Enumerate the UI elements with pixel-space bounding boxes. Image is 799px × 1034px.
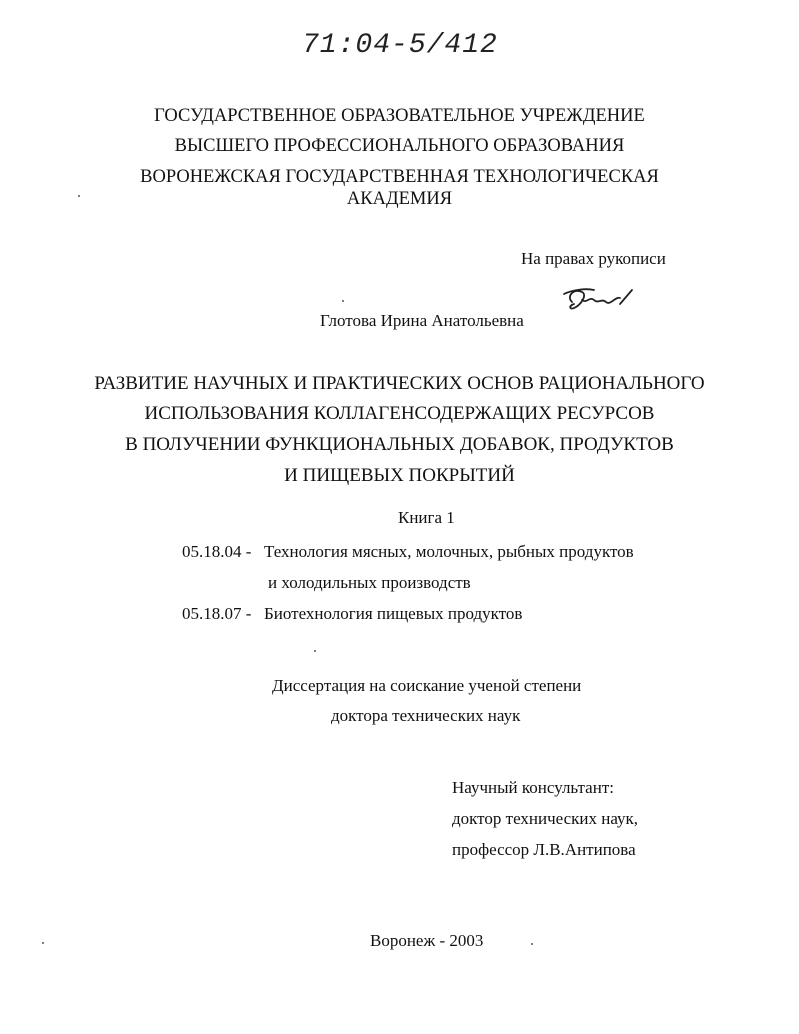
scan-speck xyxy=(78,195,80,197)
scan-speck xyxy=(314,650,316,652)
manuscript-rights: На правах рукописи xyxy=(521,249,666,268)
institution-line-3: ВОРОНЕЖСКАЯ ГОСУДАРСТВЕННАЯ ТЕХНОЛОГИЧЕСКАЯ xyxy=(140,167,659,187)
scan-speck xyxy=(531,943,533,945)
place-year: Воронеж - 2003 xyxy=(370,931,484,950)
specialty-code-1: 05.18.04 - xyxy=(182,542,252,561)
book-number: Книга 1 xyxy=(398,508,455,527)
author-signature xyxy=(560,282,640,322)
specialty-name-1-cont: и холодильных производств xyxy=(268,573,471,592)
consultant-degree: доктор технических наук, xyxy=(452,809,639,828)
scan-speck xyxy=(42,942,44,944)
specialty-name-2: Биотехнология пищевых продуктов xyxy=(264,604,523,623)
title-line-1: РАЗВИТИЕ НАУЧНЫХ И ПРАКТИЧЕСКИХ ОСНОВ РАЦИОНАЛЬНОГО xyxy=(94,373,705,394)
degree-line-2: доктора технических наук xyxy=(331,706,521,725)
institution-line-2: ВЫСШЕГО ПРОФЕССИОНАЛЬНОГО ОБРАЗОВАНИЯ xyxy=(174,136,625,156)
author-name: Глотова Ирина Анатольевна xyxy=(320,311,524,330)
consultant-name: профессор Л.В.Антипова xyxy=(452,840,636,859)
catalog-number: 71:04-5/412 xyxy=(302,30,498,61)
specialty-code-2: 05.18.07 - xyxy=(182,604,252,623)
degree-line-1: Диссертация на соискание ученой степени xyxy=(272,676,582,695)
specialty-name-1: Технология мясных, молочных, рыбных продуктов xyxy=(264,542,634,561)
institution-line-1: ГОСУДАРСТВЕННОЕ ОБРАЗОВАТЕЛЬНОЕ УЧРЕЖДЕНИЕ xyxy=(154,106,645,126)
institution-line-4: АКАДЕМИЯ xyxy=(346,189,453,209)
title-line-4: И ПИЩЕВЫХ ПОКРЫТИЙ xyxy=(284,465,515,486)
consultant-label: Научный консультант: xyxy=(452,778,614,797)
title-line-3: В ПОЛУЧЕНИИ ФУНКЦИОНАЛЬНЫХ ДОБАВОК, ПРОДУКТОВ xyxy=(125,434,674,455)
title-line-2: ИСПОЛЬЗОВАНИЯ КОЛЛАГЕНСОДЕРЖАЩИХ РЕСУРСОВ xyxy=(144,403,655,424)
scan-speck xyxy=(342,300,344,302)
